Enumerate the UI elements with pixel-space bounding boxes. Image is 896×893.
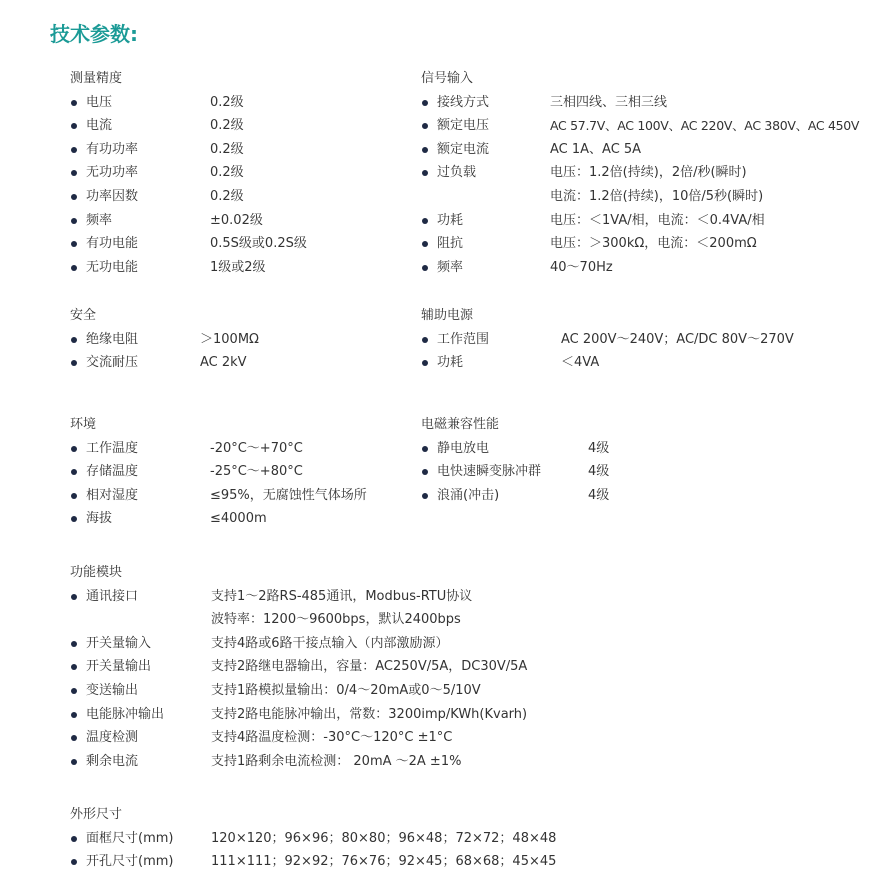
item-value: 支持1路剩余电流检测： 20mA ～2A ±1% bbox=[211, 753, 462, 769]
item-label: 接线方式 bbox=[437, 94, 490, 110]
item-label: 电快速瞬变脉冲群 bbox=[437, 464, 542, 480]
bullet-icon bbox=[422, 446, 428, 452]
item-label: 阻抗 bbox=[437, 236, 464, 252]
bullet-icon bbox=[422, 360, 428, 366]
emc-item bbox=[421, 484, 610, 508]
signal-item bbox=[421, 209, 765, 233]
item-value: 支持1～2路RS-485通讯，Modbus-RTU协议 bbox=[211, 588, 473, 604]
bullet-icon bbox=[422, 218, 428, 224]
size-item bbox=[70, 850, 557, 874]
signal-item bbox=[421, 256, 613, 280]
bullet-icon bbox=[71, 712, 77, 718]
bullet-icon bbox=[71, 735, 77, 741]
env-item bbox=[70, 507, 267, 531]
measure-item bbox=[70, 91, 244, 115]
item-value: 0.2级 bbox=[210, 141, 244, 157]
item-value: -20°C～+70°C bbox=[210, 440, 303, 456]
item-value: 支持1路模拟量输出：0/4～20mA或0～5/10V bbox=[211, 682, 481, 698]
item-value: ＜4VA bbox=[561, 355, 600, 371]
item-label: 功耗 bbox=[437, 212, 464, 228]
item-value: 0.2级 bbox=[210, 188, 244, 204]
item-label: 开孔尺寸(mm) bbox=[86, 854, 174, 870]
signal-item bbox=[421, 161, 764, 208]
emc-item bbox=[421, 437, 610, 461]
item-label: 开关量输入 bbox=[86, 635, 152, 651]
bullet-icon bbox=[71, 446, 77, 452]
item-value: 40～70Hz bbox=[550, 259, 613, 275]
func-item bbox=[70, 703, 528, 727]
size-heading: 外形尺寸 bbox=[70, 807, 123, 822]
item-label: 功耗 bbox=[437, 355, 464, 371]
item-value: -25°C～+80°C bbox=[210, 464, 303, 480]
env-item bbox=[70, 460, 303, 484]
signal-section bbox=[421, 67, 860, 279]
bullet-icon bbox=[422, 469, 428, 475]
bullet-icon bbox=[422, 493, 428, 499]
env-heading: 环境 bbox=[70, 417, 97, 432]
aux-item bbox=[421, 328, 794, 352]
bullet-icon bbox=[422, 337, 428, 343]
item-label: 功率因数 bbox=[86, 188, 139, 204]
item-label: 频率 bbox=[86, 212, 113, 228]
emc-heading: 电磁兼容性能 bbox=[421, 417, 500, 432]
env-item bbox=[70, 437, 303, 461]
item-value: 支持2路电能脉冲输出，常数：3200imp/KWh(Kvarh) bbox=[211, 706, 528, 722]
bullet-icon bbox=[71, 265, 77, 271]
item-value: ＞100MΩ bbox=[200, 331, 259, 347]
bullet-icon bbox=[71, 688, 77, 694]
item-value: 1级或2级 bbox=[210, 259, 266, 275]
item-value: ≤4000m bbox=[210, 511, 267, 527]
item-value: 支持2路继电器输出，容量：AC250V/5A，DC30V/5A bbox=[211, 659, 528, 675]
func-item bbox=[70, 679, 481, 703]
item-label: 温度检测 bbox=[86, 730, 139, 746]
item-label: 无功电能 bbox=[86, 259, 139, 275]
item-label: 额定电流 bbox=[437, 141, 490, 157]
item-label: 电压 bbox=[86, 94, 113, 110]
bullet-icon bbox=[71, 337, 77, 343]
bullet-icon bbox=[422, 123, 428, 129]
item-value-2: 电流：1.2倍(持续)，10倍/5秒(瞬时) bbox=[550, 188, 764, 204]
page-title: 技术参数: bbox=[50, 22, 138, 46]
aux-heading: 辅助电源 bbox=[421, 308, 474, 323]
item-value: AC 57.7V、AC 100V、AC 220V、AC 380V、AC 450V bbox=[550, 118, 860, 134]
item-label: 工作温度 bbox=[86, 440, 139, 456]
item-value: AC 1A、AC 5A bbox=[550, 141, 642, 157]
item-label: 浪涌(冲击) bbox=[437, 487, 500, 503]
item-label: 频率 bbox=[437, 259, 464, 275]
bullet-icon bbox=[71, 241, 77, 247]
item-value: 支持4路温度检测：-30°C～120°C ±1°C bbox=[211, 730, 453, 746]
item-value: 120×120；96×96；80×80；96×48；72×72；48×48 bbox=[211, 830, 557, 846]
bullet-icon bbox=[71, 759, 77, 765]
item-label: 交流耐压 bbox=[86, 355, 139, 371]
bullet-icon bbox=[71, 100, 77, 106]
measure-section bbox=[70, 67, 307, 279]
item-value: ±0.02级 bbox=[210, 212, 263, 228]
item-value: 111×111；92×92；76×76；92×45；68×68；45×45 bbox=[211, 854, 557, 870]
item-label: 绝缘电阻 bbox=[86, 331, 139, 347]
item-label: 存储温度 bbox=[86, 464, 139, 480]
item-label: 过负载 bbox=[437, 165, 477, 181]
func-item bbox=[70, 585, 473, 632]
item-value: 支持4路或6路干接点输入（内部激励源） bbox=[211, 635, 449, 651]
item-label: 通讯接口 bbox=[86, 588, 139, 604]
item-label: 有功功率 bbox=[86, 141, 139, 157]
bullet-icon bbox=[422, 100, 428, 106]
measure-item bbox=[70, 161, 244, 185]
func-item bbox=[70, 655, 528, 679]
item-value: AC 200V～240V；AC/DC 80V～270V bbox=[561, 331, 794, 347]
signal-item bbox=[421, 91, 668, 115]
func-item bbox=[70, 750, 462, 774]
item-value-2: 波特率：1200～9600bps，默认2400bps bbox=[211, 612, 461, 628]
env-item bbox=[70, 484, 367, 508]
func-heading: 功能模块 bbox=[70, 565, 123, 580]
func-item bbox=[70, 632, 449, 656]
item-label: 无功功率 bbox=[86, 165, 139, 181]
bullet-icon bbox=[71, 641, 77, 647]
item-label: 海拔 bbox=[86, 511, 113, 527]
bullet-icon bbox=[422, 147, 428, 153]
item-value: 0.2级 bbox=[210, 118, 244, 134]
signal-heading: 信号输入 bbox=[421, 71, 474, 86]
measure-item bbox=[70, 185, 244, 209]
aux-item bbox=[421, 351, 600, 375]
bullet-icon bbox=[71, 664, 77, 670]
signal-item bbox=[421, 138, 642, 162]
bullet-icon bbox=[422, 241, 428, 247]
emc-section bbox=[421, 413, 610, 507]
bullet-icon bbox=[71, 218, 77, 224]
item-value: 电压：1.2倍(持续)，2倍/秒(瞬时) bbox=[550, 165, 747, 181]
measure-item bbox=[70, 209, 263, 233]
bullet-icon bbox=[71, 516, 77, 522]
item-label: 变送输出 bbox=[86, 682, 139, 698]
bullet-icon bbox=[71, 493, 77, 499]
item-value: 三相四线、三相三线 bbox=[550, 94, 668, 110]
env-section bbox=[70, 413, 367, 531]
item-value: 0.5S级或0.2S级 bbox=[210, 236, 307, 252]
bullet-icon bbox=[71, 360, 77, 366]
safety-heading: 安全 bbox=[70, 308, 97, 323]
bullet-icon bbox=[422, 265, 428, 271]
bullet-icon bbox=[71, 594, 77, 600]
item-value: 4级 bbox=[588, 464, 610, 480]
item-label: 剩余电流 bbox=[86, 753, 139, 769]
item-label: 有功电能 bbox=[86, 236, 139, 252]
safety-item bbox=[70, 328, 259, 352]
item-label: 相对湿度 bbox=[86, 487, 139, 503]
func-section bbox=[70, 561, 528, 773]
item-label: 额定电压 bbox=[437, 118, 490, 134]
signal-item bbox=[421, 232, 757, 256]
item-value: 4级 bbox=[588, 487, 610, 503]
item-value: 电压：＜1VA/相，电流：＜0.4VA/相 bbox=[550, 212, 765, 228]
measure-heading: 测量精度 bbox=[70, 71, 123, 86]
item-value: AC 2kV bbox=[200, 355, 247, 371]
measure-item bbox=[70, 256, 266, 280]
item-label: 开关量输出 bbox=[86, 659, 152, 675]
bullet-icon bbox=[71, 147, 77, 153]
item-value: 4级 bbox=[588, 440, 610, 456]
size-section bbox=[70, 803, 557, 874]
item-value: 电压：＞300kΩ，电流：＜200mΩ bbox=[550, 236, 757, 252]
item-label: 电流 bbox=[86, 118, 113, 134]
size-item bbox=[70, 827, 557, 851]
item-label: 电能脉冲输出 bbox=[86, 706, 165, 722]
bullet-icon bbox=[71, 194, 77, 200]
signal-item bbox=[421, 114, 860, 138]
safety-item bbox=[70, 351, 247, 375]
bullet-icon bbox=[71, 170, 77, 176]
emc-item bbox=[421, 460, 610, 484]
measure-item bbox=[70, 138, 244, 162]
bullet-icon bbox=[71, 859, 77, 865]
item-value: 0.2级 bbox=[210, 165, 244, 181]
item-label: 静电放电 bbox=[437, 440, 490, 456]
item-label: 工作范围 bbox=[437, 331, 490, 347]
item-value: 0.2级 bbox=[210, 94, 244, 110]
item-value: ≤95%，无腐蚀性气体场所 bbox=[210, 487, 367, 503]
measure-item bbox=[70, 232, 307, 256]
func-item bbox=[70, 726, 453, 750]
bullet-icon bbox=[71, 123, 77, 129]
bullet-icon bbox=[71, 836, 77, 842]
item-label: 面框尺寸(mm) bbox=[86, 830, 174, 846]
aux-section bbox=[421, 304, 794, 375]
bullet-icon bbox=[71, 469, 77, 475]
bullet-icon bbox=[422, 170, 428, 176]
safety-section bbox=[70, 304, 259, 375]
measure-item bbox=[70, 114, 244, 138]
